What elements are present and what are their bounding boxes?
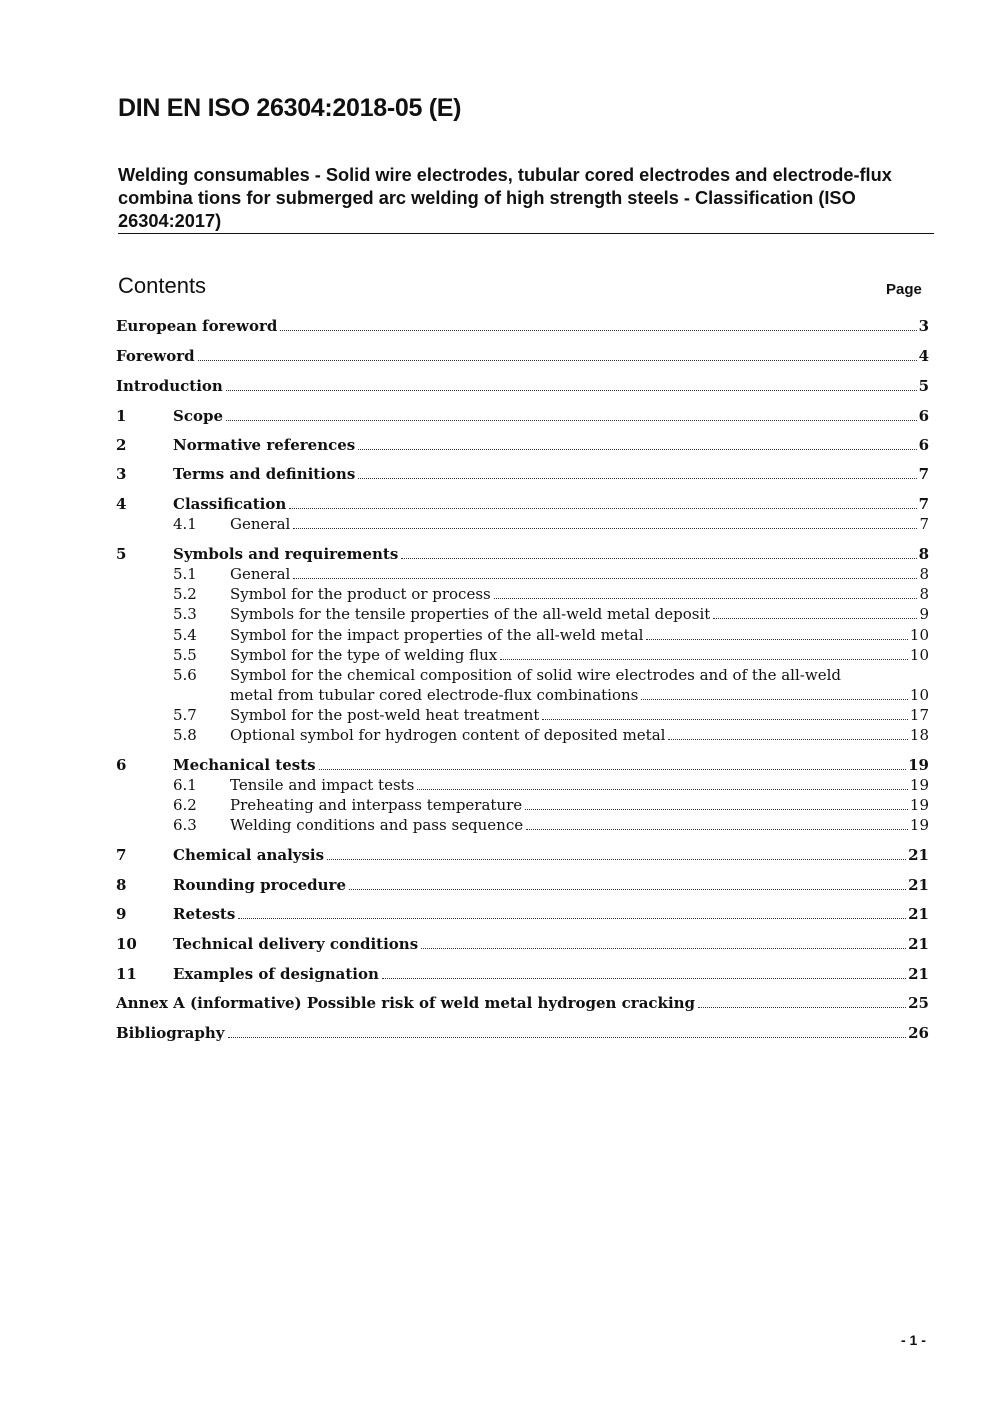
toc-entry-number: 6.2 <box>173 796 197 814</box>
page-number: - 1 - <box>901 1332 926 1348</box>
toc-entry-page: 8 <box>919 565 929 583</box>
toc-entry-page: 17 <box>909 706 929 724</box>
leader-dots <box>358 437 916 450</box>
toc-entry-title: European foreword <box>116 317 278 335</box>
toc-entry-5-6[interactable] <box>116 665 929 685</box>
toc-entry-5-3[interactable] <box>116 604 929 624</box>
toc-entry-number: 2 <box>116 436 127 454</box>
toc-entry-number: 4 <box>116 495 127 513</box>
leader-dots <box>382 966 906 979</box>
toc-entry-title: Symbol for the chemical composition of solid wire electrodes and of the all-weld <box>230 666 841 684</box>
toc-entry-title: General <box>230 515 291 533</box>
leader-dots <box>417 777 908 790</box>
toc-entry-title: Scope <box>173 407 224 425</box>
toc-entry-number: 11 <box>116 965 137 983</box>
toc-entry-title: General <box>230 565 291 583</box>
toc-entry-page: 9 <box>919 605 929 623</box>
toc-entry-number: 5.3 <box>173 605 197 623</box>
toc-entry-title: Optional symbol for hydrogen content of deposited metal <box>230 726 666 744</box>
toc-entry-title: Symbols and requirements <box>173 545 399 563</box>
toc-entry-5-4[interactable] <box>116 625 929 645</box>
toc-entry-page: 26 <box>908 1024 929 1042</box>
toc-entry-number: 7 <box>116 846 127 864</box>
toc-entry-6-2[interactable] <box>116 795 929 815</box>
toc-entry-title: Mechanical tests <box>173 756 316 774</box>
toc-entry-6-3[interactable] <box>116 815 929 835</box>
leader-dots <box>280 318 916 331</box>
toc-entry-number: 9 <box>116 905 127 923</box>
leader-dots <box>238 906 906 919</box>
toc-entry-title: Technical delivery conditions <box>173 935 419 953</box>
leader-dots <box>542 707 907 720</box>
leader-dots <box>646 627 907 640</box>
title-divider <box>118 233 934 234</box>
leader-dots <box>358 466 916 479</box>
toc-entry-5-6-continued[interactable] <box>116 685 929 705</box>
leader-dots <box>198 348 917 361</box>
leader-dots <box>698 995 906 1008</box>
toc-entry-page: 7 <box>918 465 929 483</box>
toc-entry-page: 21 <box>908 935 929 953</box>
toc-entry-5-2[interactable] <box>116 584 929 604</box>
toc-entry-title: Rounding procedure <box>173 876 346 894</box>
toc-entry-page: 10 <box>909 646 929 664</box>
leader-dots <box>526 817 908 830</box>
toc-entry-title: Terms and definitions <box>173 465 356 483</box>
leader-dots <box>401 546 916 559</box>
toc-entry-number: 5.5 <box>173 646 197 664</box>
toc-entry-6-1[interactable] <box>116 775 929 795</box>
toc-entry-page: 8 <box>919 585 929 603</box>
toc-entry-number: 6.1 <box>173 776 197 794</box>
leader-dots <box>293 516 917 529</box>
toc-entry-page: 21 <box>908 905 929 923</box>
toc-entry-page: 19 <box>909 776 929 794</box>
leader-dots <box>228 1025 907 1038</box>
leader-dots <box>226 378 917 391</box>
toc-entry-5-8[interactable] <box>116 725 929 745</box>
leader-dots <box>525 797 908 810</box>
toc-entry-page: 7 <box>919 515 929 533</box>
toc-entry-page: 10 <box>909 686 929 704</box>
toc-entry-page: 7 <box>918 495 929 513</box>
leader-dots <box>226 408 917 421</box>
toc-entry-classification[interactable] <box>116 494 929 514</box>
toc-entry-mechanical-tests[interactable] <box>116 755 929 775</box>
page-column-heading: Page <box>886 281 922 298</box>
toc-entry-page: 19 <box>909 796 929 814</box>
toc-entry-5-1-general[interactable] <box>116 564 929 584</box>
leader-dots <box>349 877 906 890</box>
toc-entry-title: Examples of designation <box>173 965 379 983</box>
toc-entry-title: Introduction <box>116 377 223 395</box>
toc-entry-number: 6 <box>116 756 127 774</box>
toc-entry-examples-of-designation[interactable] <box>116 964 929 984</box>
toc-entry-title: Symbol for the impact properties of the all-weld metal <box>230 626 644 644</box>
toc-entry-5-5[interactable] <box>116 645 929 665</box>
toc-entry-title: Bibliography <box>116 1024 225 1042</box>
toc-entry-technical-delivery-conditions[interactable] <box>116 934 929 954</box>
toc-entry-page: 8 <box>918 545 929 563</box>
toc-entry-page: 5 <box>918 377 929 395</box>
toc-entry-retests[interactable] <box>116 904 929 924</box>
toc-entry-symbols-and-requirements[interactable] <box>116 544 929 564</box>
toc-entry-number: 5.8 <box>173 726 197 744</box>
leader-dots <box>494 586 918 599</box>
toc-entry-title: Annex A (informative) Possible risk of weld metal hydrogen cracking <box>116 994 696 1012</box>
leader-dots <box>319 757 907 770</box>
toc-entry-number: 3 <box>116 465 127 483</box>
leader-dots <box>668 727 907 740</box>
toc-entry-title: Normative references <box>173 436 356 454</box>
toc-entry-page: 18 <box>909 726 929 744</box>
toc-entry-number: 5.7 <box>173 706 197 724</box>
toc-entry-number: 5.2 <box>173 585 197 603</box>
document-id: DIN EN ISO 26304:2018-05 (E) <box>118 94 462 122</box>
toc-entry-title: Symbols for the tensile properties of the all-weld metal deposit <box>230 605 711 623</box>
toc-entry-5-7[interactable] <box>116 705 929 725</box>
toc-entry-title: Welding conditions and pass sequence <box>230 816 524 834</box>
toc-entry-annex-a[interactable] <box>116 993 929 1013</box>
toc-entry-foreword[interactable] <box>116 346 929 366</box>
toc-entry-rounding-procedure[interactable] <box>116 875 929 895</box>
toc-entry-number: 10 <box>116 935 137 953</box>
toc-entry-number: 5.1 <box>173 565 197 583</box>
leader-dots <box>641 687 908 700</box>
toc-entry-title: Symbol for the type of welding flux <box>230 646 498 664</box>
toc-entry-page: 25 <box>908 994 929 1012</box>
toc-entry-page: 10 <box>909 626 929 644</box>
toc-entry-page: 21 <box>908 846 929 864</box>
toc-entry-title: Chemical analysis <box>173 846 325 864</box>
leader-dots <box>421 936 906 949</box>
toc-entry-4-1-general[interactable] <box>116 514 929 534</box>
toc-entry-terms-and-definitions[interactable] <box>116 464 929 484</box>
toc-entry-title: Preheating and interpass temperature <box>230 796 523 814</box>
leader-dots <box>293 566 917 579</box>
toc-entry-number: 5 <box>116 545 127 563</box>
toc-entry-number: 4.1 <box>173 515 197 533</box>
toc-entry-page: 6 <box>918 407 929 425</box>
toc-entry-title: Symbol for the product or process <box>230 585 491 603</box>
toc-entry-page: 21 <box>908 965 929 983</box>
toc-entry-page: 6 <box>918 436 929 454</box>
leader-dots <box>327 847 906 860</box>
toc-entry-scope[interactable] <box>116 406 929 426</box>
toc-entry-title: Symbol for the post-weld heat treatment <box>230 706 540 724</box>
toc-entry-title: Retests <box>173 905 236 923</box>
toc-entry-normative-references[interactable] <box>116 435 929 455</box>
toc-entry-page: 4 <box>918 347 929 365</box>
leader-dots <box>713 606 917 619</box>
toc-entry-page: 3 <box>918 317 929 335</box>
toc-entry-european-foreword[interactable] <box>116 316 929 336</box>
toc-entry-page: 19 <box>908 756 929 774</box>
contents-heading: Contents <box>118 273 207 298</box>
leader-dots <box>500 647 908 660</box>
toc-entry-number: 5.4 <box>173 626 197 644</box>
toc-entry-title: Foreword <box>116 347 195 365</box>
toc-entry-title: Tensile and impact tests <box>230 776 415 794</box>
toc-entry-bibliography[interactable] <box>116 1023 929 1043</box>
toc-entry-chemical-analysis[interactable] <box>116 845 929 865</box>
toc-entry-number: 8 <box>116 876 127 894</box>
toc-entry-introduction[interactable] <box>116 376 929 396</box>
toc-entry-title-continued: metal from tubular cored electrode-flux combinations <box>230 686 639 704</box>
toc-entry-number: 6.3 <box>173 816 197 834</box>
document-title: Welding consumables - Solid wire electrodes, tubular cored electrodes and electrode-flux combina tions for submerged arc welding of high strength steels - Classification (ISO 26304:2017) <box>118 165 892 231</box>
toc-entry-page: 19 <box>909 816 929 834</box>
toc-entry-number: 1 <box>116 407 127 425</box>
toc-entry-page: 21 <box>908 876 929 894</box>
toc-entry-title: Classification <box>173 495 287 513</box>
leader-dots <box>289 496 916 509</box>
toc-entry-number: 5.6 <box>173 666 197 684</box>
